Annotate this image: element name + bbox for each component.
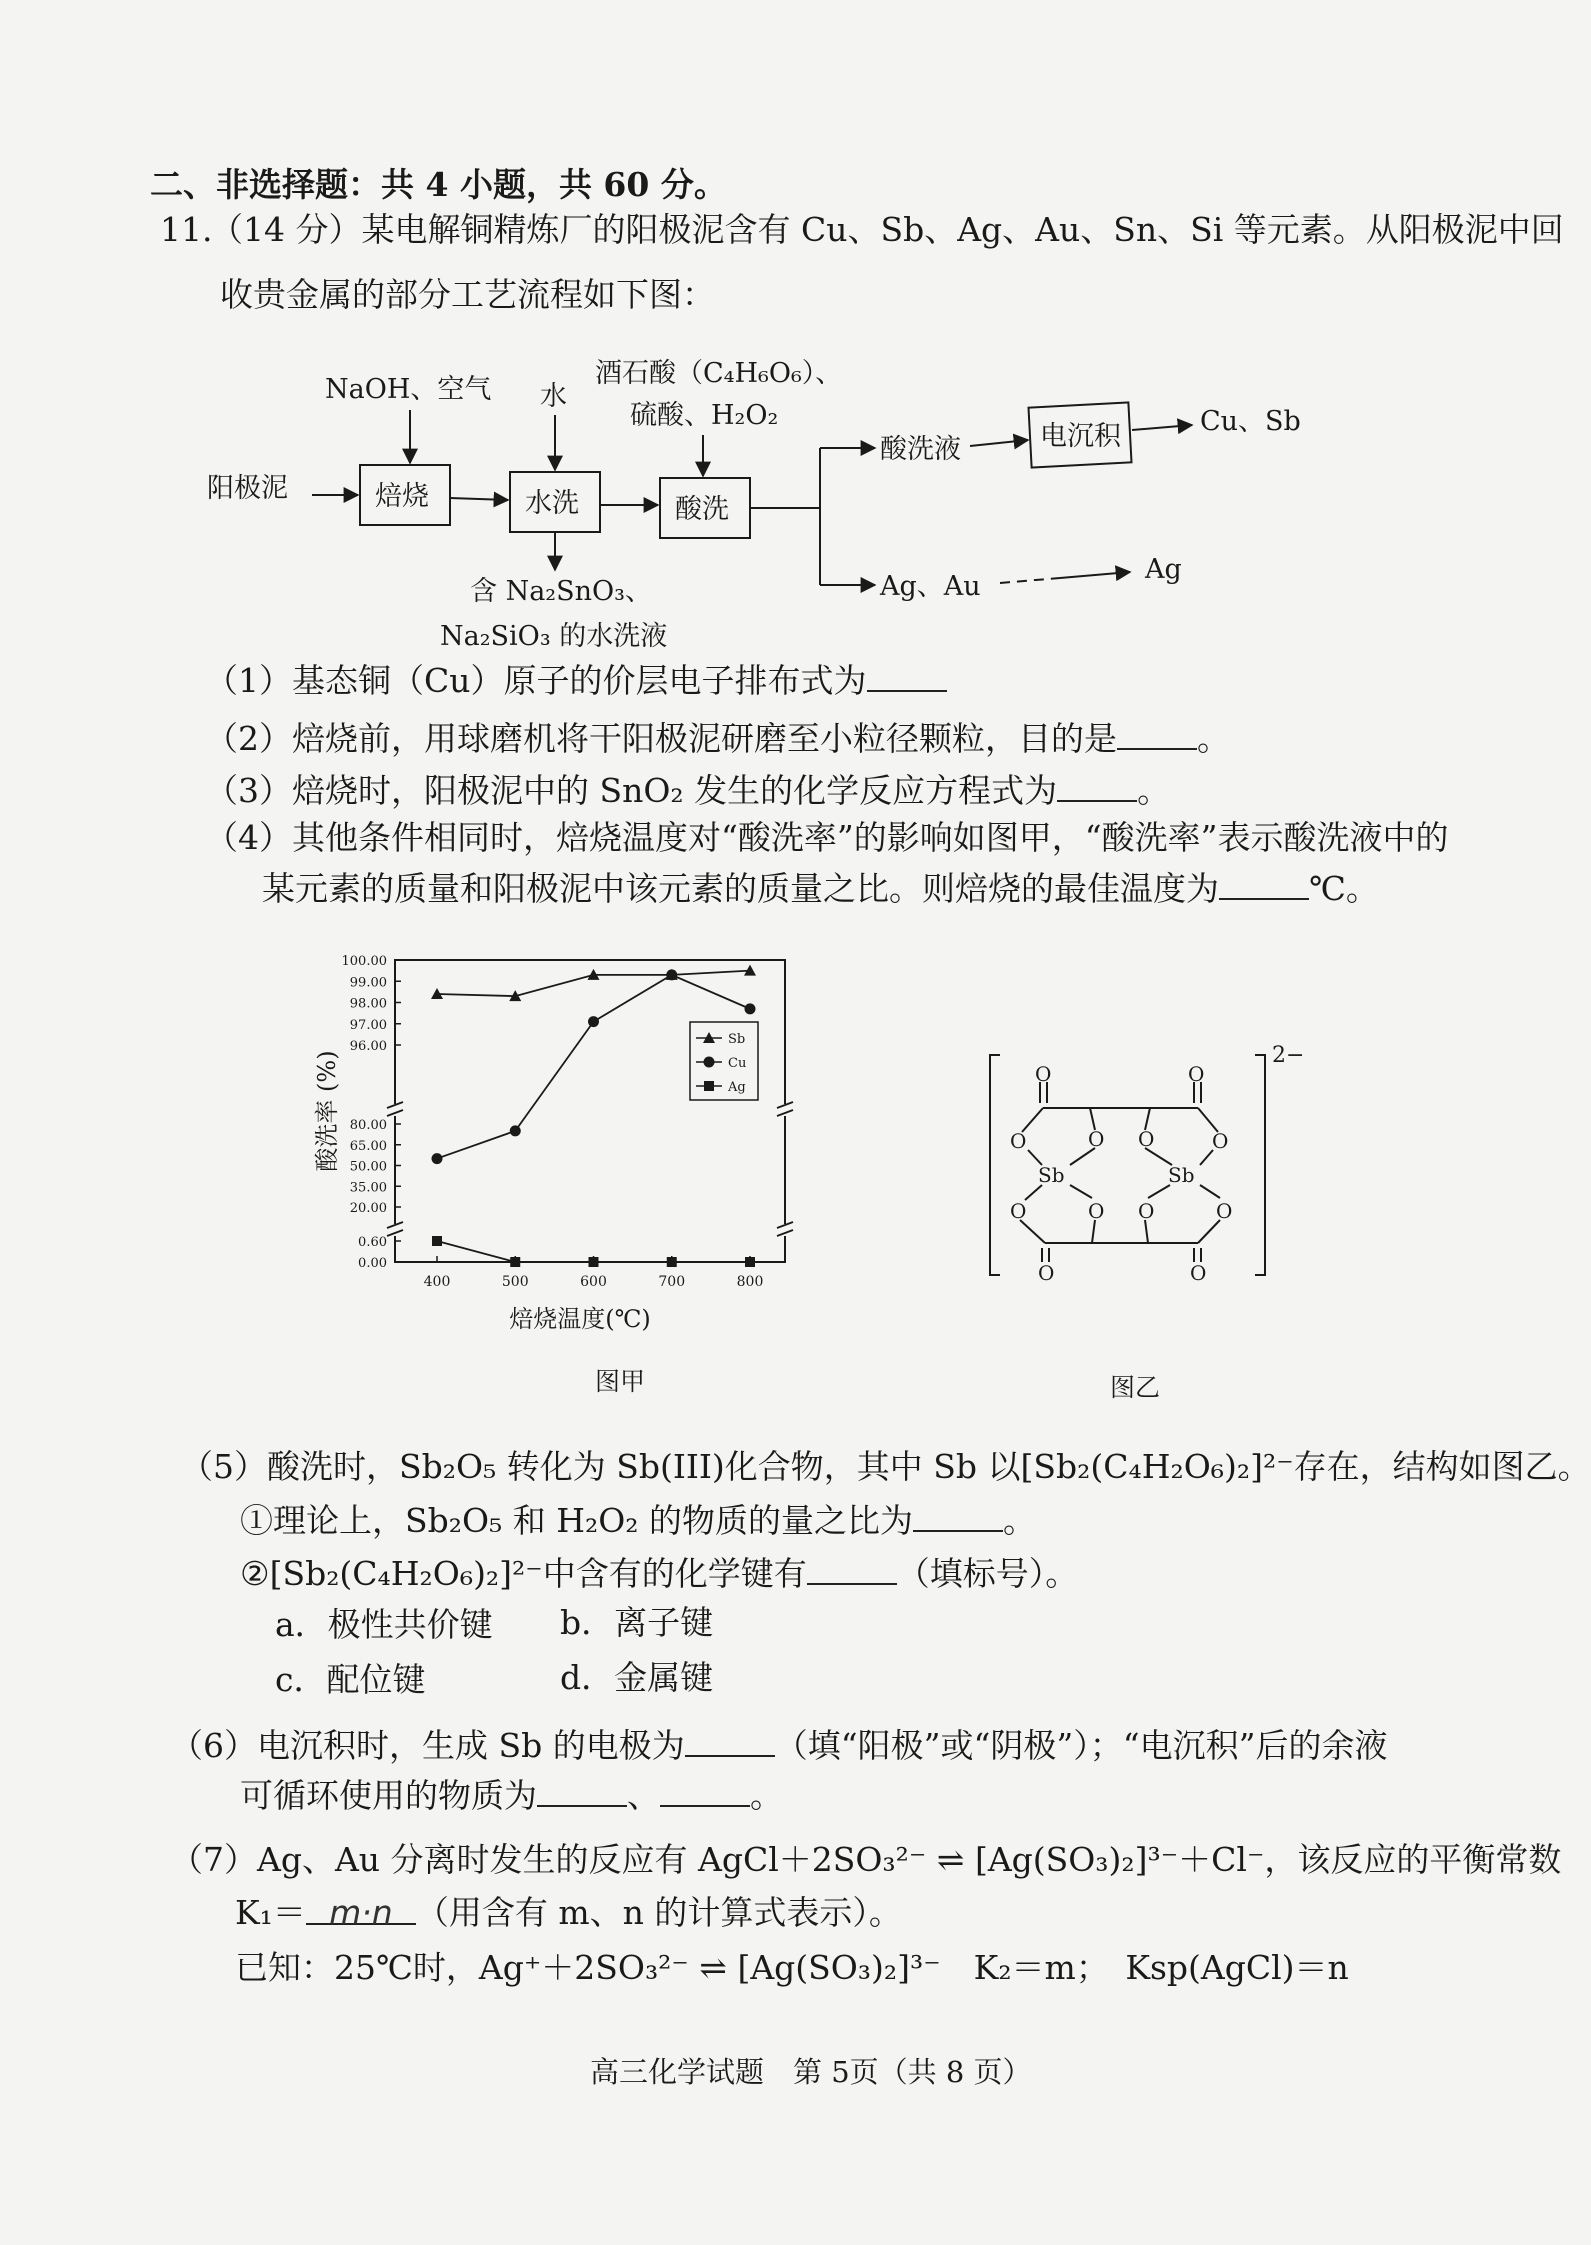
flow-reagent-roast: NaOH、空气	[325, 374, 492, 405]
question-intro-line2: 收贵金属的部分工艺流程如下图：	[220, 275, 715, 314]
option-d: d．金属键	[560, 1658, 714, 1697]
flow-wash-label: 水洗	[525, 488, 579, 519]
answer-blank	[1057, 770, 1137, 802]
period: 。	[1003, 1501, 1037, 1540]
point-cu	[666, 969, 677, 980]
flow-acid-label: 酸洗	[675, 494, 729, 525]
point-cu	[745, 1003, 756, 1014]
part6-line2	[240, 1775, 783, 1816]
answer-blank	[660, 1775, 750, 1807]
section-header: 二、非选择题：共 4 小题，共 60 分。	[150, 165, 727, 204]
part3-text: （3）焙烧时，阳极泥中的 SnO₂ 发生的化学反应方程式为	[205, 771, 1058, 810]
legend-label-ag: Ag	[728, 1080, 746, 1095]
structure-charge: 2−	[1272, 1043, 1305, 1068]
acid-wash-rate-chart	[313, 940, 800, 1410]
part6-suffix: （填“阳极”或“阴极”）；“电沉积”后的余液	[774, 1726, 1388, 1765]
sb-tartrate-structure	[970, 1040, 1440, 1340]
part4-line2	[262, 868, 1379, 909]
y-tick-label: 20.00	[349, 1201, 387, 1216]
flow-input-label: 阳极泥	[207, 473, 288, 504]
part2-text: （2）焙烧前，用球磨机将干阳极泥研磨至小粒径颗粒，目的是	[205, 719, 1117, 758]
part1-text: （1）基态铜（Cu）原子的价层电子排布式为	[205, 661, 867, 700]
legend-marker-cu	[704, 1057, 715, 1068]
point-cu	[588, 1016, 599, 1027]
answer-blank	[537, 1775, 627, 1807]
separator: 、	[627, 1776, 660, 1815]
flow-roast-label: 焙烧	[375, 481, 429, 512]
point-cu	[510, 1125, 521, 1136]
flow-solid-product: Ag	[1145, 554, 1182, 585]
part6-line1	[170, 1725, 1387, 1766]
legend-label-cu: Cu	[728, 1056, 747, 1071]
period: 。	[1197, 719, 1230, 758]
flow-electro-label: 电沉积	[1040, 421, 1121, 452]
option-c: c．配位键	[275, 1660, 426, 1699]
part5-q2	[240, 1553, 1078, 1594]
y-tick-label: 100.00	[341, 954, 387, 969]
y-axis-label: 酸洗率 (%)	[313, 1050, 341, 1172]
handwritten-answer: m·n	[306, 1893, 416, 1925]
structure-o: O	[1038, 1261, 1055, 1285]
flow-reagent-acid-2: 硫酸、H₂O₂	[630, 400, 779, 431]
legend-marker-ag	[704, 1081, 714, 1091]
x-tick-label: 700	[658, 1274, 686, 1290]
y-tick-label: 0.60	[358, 1235, 387, 1250]
part4-line1: （4）其他条件相同时，焙烧温度对“酸洗率”的影响如图甲，“酸洗率”表示酸洗液中的	[205, 818, 1449, 857]
part6-text: （6）电沉积时，生成 Sb 的电极为	[170, 1726, 685, 1765]
structure-o: O	[1188, 1062, 1205, 1086]
page-footer: 高三化学试题 第 5页（共 8 页）	[590, 2055, 1032, 2089]
y-tick-label: 65.00	[349, 1138, 387, 1154]
answer-blank	[807, 1553, 897, 1585]
part5-q2-suffix: （填标号）。	[896, 1554, 1079, 1593]
legend-box	[690, 1022, 758, 1100]
answer-blank	[685, 1725, 775, 1757]
part1	[205, 660, 947, 701]
flow-reagent-acid-1: 酒石酸（C₄H₆O₆）、	[595, 358, 843, 389]
flow-electro-product: Cu、Sb	[1200, 406, 1301, 437]
part7-known: 已知：25℃时，Ag⁺＋2SO₃²⁻ ⇌ [Ag(SO₃)₂]³⁻ K₂＝m； Ksp(AgCl)＝n	[235, 1948, 1349, 1987]
flow-wash-output-1: 含 Na₂SnO₃、	[470, 576, 652, 607]
period: 。	[750, 1776, 783, 1815]
y-tick-label: 50.00	[349, 1159, 387, 1175]
structure-o: O	[1010, 1129, 1027, 1153]
y-tick-label: 80.00	[349, 1118, 387, 1133]
point-ag	[510, 1257, 520, 1267]
part5-q2-text: ②[Sb₂(C₄H₂O₆)₂]²⁻中含有的化学键有	[240, 1554, 807, 1593]
option-b: b．离子键	[560, 1603, 714, 1642]
x-tick-label: 600	[580, 1274, 607, 1290]
structure-o: O	[1138, 1199, 1155, 1223]
structure-o: O	[1088, 1199, 1105, 1223]
part5-q1	[240, 1500, 1036, 1541]
part5-q1-text: ①理论上，Sb₂O₅ 和 H₂O₂ 的物质的量之比为	[240, 1501, 914, 1540]
answer-blank	[867, 660, 947, 692]
answer-blank	[1219, 868, 1309, 900]
structure-sb: Sb	[1038, 1163, 1065, 1187]
part7-k1	[235, 1893, 902, 1933]
structure-o: O	[1216, 1199, 1233, 1223]
point-ag	[432, 1236, 442, 1246]
option-a: a．极性共价键	[275, 1605, 493, 1644]
x-tick-label: 500	[501, 1274, 529, 1290]
plot-frame	[395, 960, 785, 1262]
y-tick-label: 35.00	[349, 1180, 387, 1196]
y-tick-label: 99.00	[349, 975, 387, 991]
part5-line1: （5）酸洗时，Sb₂O₅ 转化为 Sb(III)化合物，其中 Sb 以[Sb₂(C₄H₂O₆)₂]²⁻存在，结构如图乙。	[180, 1447, 1591, 1486]
x-axis-label: 焙烧温度(℃)	[509, 1305, 651, 1333]
process-flow-diagram	[0, 340, 1587, 670]
answer-blank	[1117, 718, 1197, 750]
x-tick-label: 400	[423, 1274, 451, 1290]
y-tick-label: 97.00	[349, 1017, 387, 1033]
x-tick-label: 800	[736, 1274, 764, 1290]
figure-b-caption: 图乙	[1110, 1373, 1161, 1402]
flow-reagent-wash: 水	[540, 381, 567, 412]
structure-o: O	[1088, 1127, 1105, 1151]
k1-suffix: （用含有 m、n 的计算式表示）。	[415, 1893, 902, 1932]
part7-line1: （7）Ag、Au 分离时发生的反应有 AgCl＋2SO₃²⁻ ⇌ [Ag(SO₃)₂]³⁻＋Cl⁻，该反应的平衡常数	[170, 1840, 1562, 1879]
answer-blank	[913, 1500, 1003, 1532]
point-cu	[432, 1153, 443, 1164]
point-ag	[745, 1257, 755, 1267]
part6-line2-text: 可循环使用的物质为	[240, 1776, 537, 1815]
flow-acid-liquid: 酸洗液	[880, 434, 961, 465]
point-ag	[589, 1257, 599, 1267]
flow-solid-branch: Ag、Au	[880, 571, 981, 602]
part4-text: 某元素的质量和阳极泥中该元素的质量之比。则焙烧的最佳温度为	[262, 869, 1219, 908]
structure-o: O	[1035, 1062, 1052, 1086]
legend-label-sb: Sb	[728, 1032, 746, 1047]
structure-o: O	[1212, 1129, 1229, 1153]
k1-label: K₁＝	[235, 1893, 306, 1932]
structure-sb: Sb	[1168, 1163, 1195, 1187]
question-intro-line1: （14 分）某电解铜精炼厂的阳极泥含有 Cu、Sb、Ag、Au、Sn、Si 等元素。从阳极泥中回	[210, 210, 1564, 249]
period: 。	[1137, 771, 1171, 810]
y-tick-label: 98.00	[349, 996, 387, 1012]
question-number: 11.	[160, 210, 213, 249]
y-tick-label: 0.00	[358, 1256, 387, 1271]
structure-o: O	[1010, 1199, 1027, 1223]
part4-unit: ℃。	[1309, 869, 1379, 908]
structure-o: O	[1190, 1261, 1207, 1285]
structure-o: O	[1138, 1127, 1155, 1151]
figure-a-caption: 图甲	[595, 1367, 646, 1396]
flow-wash-output-2: Na₂SiO₃ 的水洗液	[440, 621, 668, 652]
part2	[205, 718, 1230, 759]
y-tick-label: 96.00	[349, 1039, 387, 1054]
point-ag	[667, 1257, 677, 1267]
part3	[205, 770, 1170, 811]
